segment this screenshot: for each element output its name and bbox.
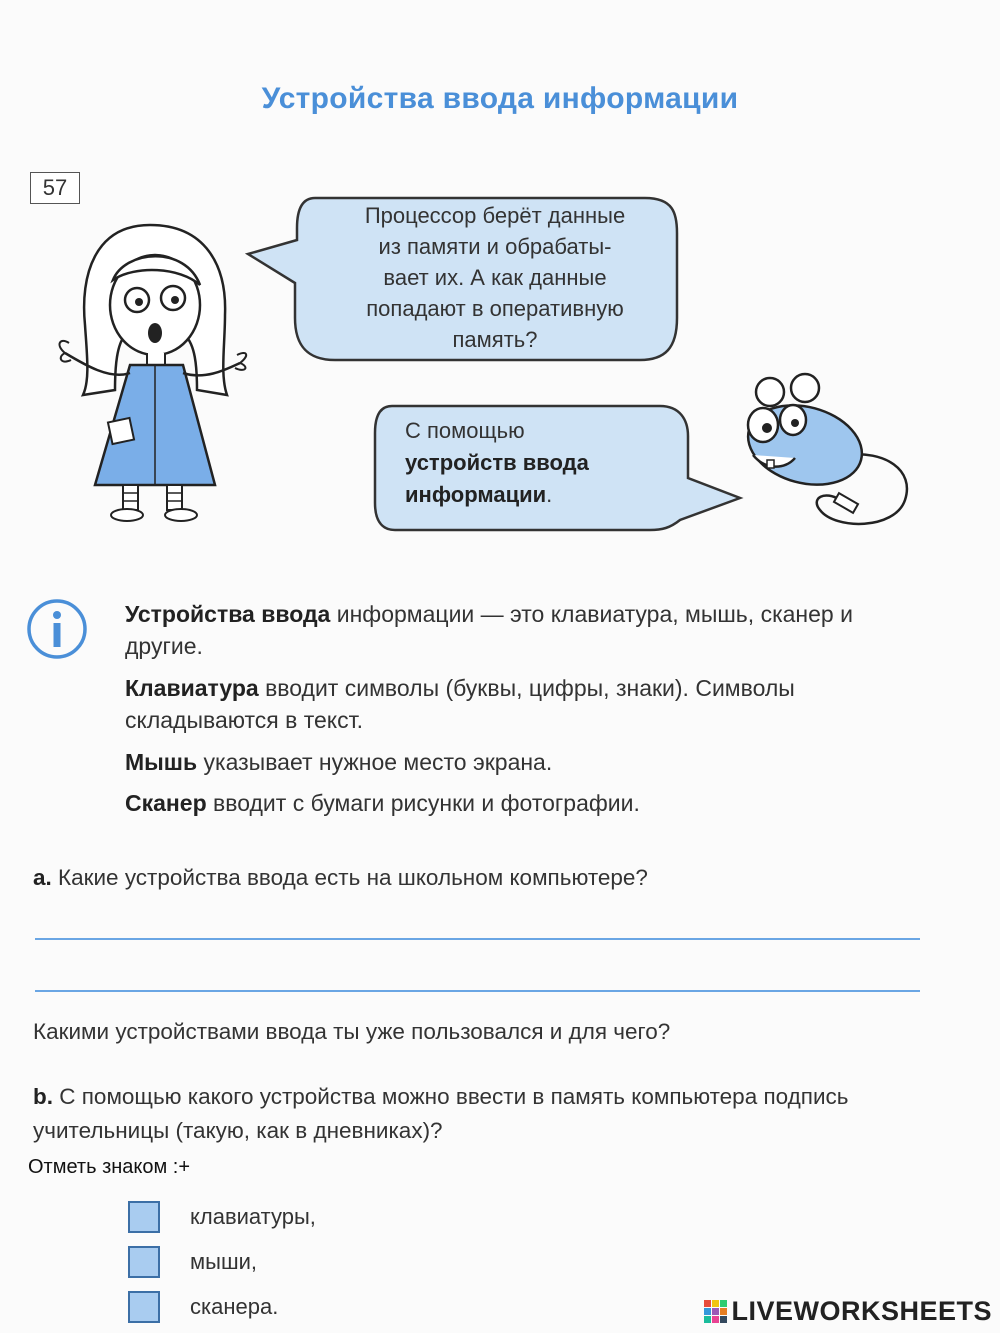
option-label: сканера. bbox=[190, 1294, 279, 1319]
question-label: b. bbox=[33, 1084, 53, 1109]
question-text: С помощью какого устройства можно ввести в память компьютера подпись учительницы (такую, как в дневниках)? bbox=[33, 1084, 849, 1143]
question-text: Какие устройства ввода есть на школьном компьютере? bbox=[51, 865, 648, 890]
option-keyboard[interactable] bbox=[128, 1197, 316, 1237]
info-paragraph-1 bbox=[125, 598, 925, 662]
bubble-line-bold: устройств ввода bbox=[405, 450, 589, 475]
question-extra: Какими устройствами ввода ты уже пользовался и для чего? bbox=[33, 1019, 671, 1044]
option-label: мыши, bbox=[190, 1249, 257, 1274]
checkbox[interactable] bbox=[128, 1291, 160, 1323]
question-b bbox=[33, 1080, 923, 1148]
speech-bubble-girl-text bbox=[300, 200, 690, 355]
info-term: Клавиатура bbox=[125, 675, 259, 701]
bubble-line: попадают в оперативную bbox=[366, 296, 624, 321]
bubble-line: память? bbox=[452, 327, 538, 352]
checkbox[interactable] bbox=[128, 1201, 160, 1233]
speech-bubble-mouse-text bbox=[405, 415, 705, 511]
option-scanner[interactable] bbox=[128, 1287, 278, 1327]
question-label: а. bbox=[33, 865, 52, 890]
bubble-line-bold: информации bbox=[405, 482, 547, 507]
instruction-note: Отметь знаком :+ bbox=[28, 1156, 191, 1178]
mouse-illustration bbox=[725, 370, 925, 540]
watermark-text: LIVEWORKSHEETS bbox=[731, 1296, 992, 1326]
info-term: Сканер bbox=[125, 790, 207, 816]
info-definition: информации — это клавиатура, мышь, сканер и другие. bbox=[125, 601, 853, 659]
liveworksheets-logo-icon bbox=[704, 1300, 727, 1323]
liveworksheets-watermark bbox=[704, 1296, 992, 1327]
girl-illustration bbox=[55, 205, 250, 525]
option-label: клавиатуры, bbox=[190, 1204, 316, 1229]
info-definition: вводит с бумаги рисунки и фотографии. bbox=[206, 790, 640, 816]
info-paragraph-4 bbox=[125, 787, 925, 819]
info-definition: вводит символы (буквы, цифры, знаки). Символы складываются в текст. bbox=[125, 675, 795, 733]
question-a bbox=[33, 861, 923, 895]
info-paragraph-3 bbox=[125, 746, 925, 778]
bubble-line-end: . bbox=[546, 482, 553, 507]
info-paragraph-2 bbox=[125, 672, 925, 736]
bubble-line: С помощью bbox=[405, 418, 525, 443]
checkbox[interactable] bbox=[128, 1246, 160, 1278]
page-title: Устройства ввода информации bbox=[261, 82, 739, 115]
info-term: Устройства ввода bbox=[125, 601, 331, 627]
task-number: 57 bbox=[30, 172, 80, 204]
info-term: Мышь bbox=[125, 749, 198, 775]
bubble-line: Процессор берёт данные bbox=[364, 203, 626, 228]
answer-line[interactable] bbox=[35, 938, 920, 940]
bubble-line: вает их. А как данные bbox=[383, 265, 607, 290]
info-icon bbox=[25, 597, 90, 662]
option-mouse[interactable] bbox=[128, 1242, 257, 1282]
bubble-line: из памяти и обрабаты- bbox=[378, 234, 612, 259]
info-definition: указывает нужное место экрана. bbox=[197, 749, 553, 775]
answer-line[interactable] bbox=[35, 990, 920, 992]
